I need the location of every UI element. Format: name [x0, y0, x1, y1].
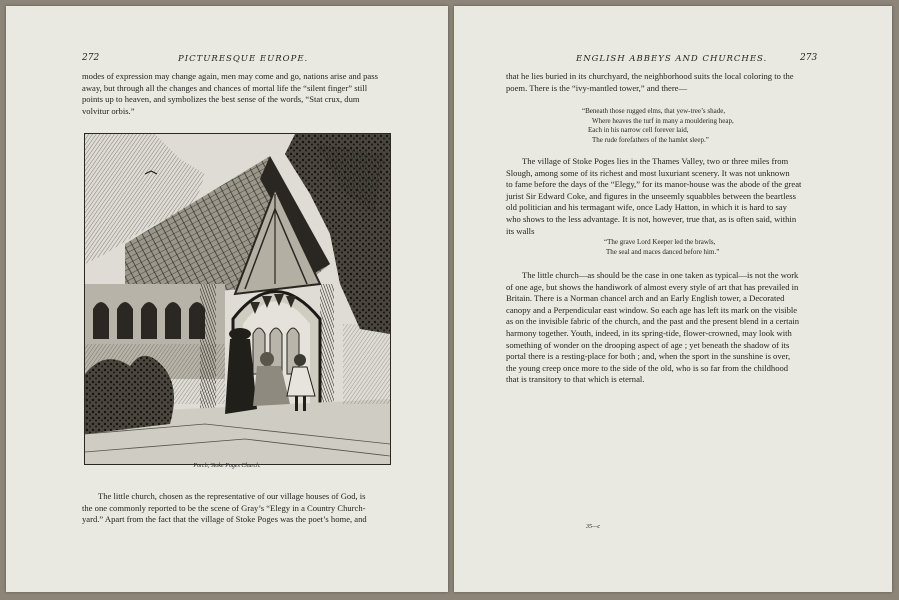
text-line: points up to heaven, and symbolizes the best sense of the words, “Stat crux, dum [82, 94, 360, 105]
text-line: as on the invisible fabric of the church, and the past and the present blend in a certain [506, 316, 800, 327]
engraving-illustration [84, 133, 391, 465]
running-head: ENGLISH ABBEYS AND CHURCHES. [576, 54, 768, 64]
text-line: volvitur orbis.” [82, 105, 135, 116]
intro-paragraph [506, 71, 816, 94]
text-line: canopy and a Perpendicular east window. So each age has left its mark on the visible [506, 304, 798, 315]
illustration-caption: Porch, Stoke Poges Church. [193, 463, 261, 469]
bottom-paragraph [82, 491, 390, 526]
signature-mark: 35—c [586, 524, 600, 530]
page-number: 273 [800, 53, 818, 63]
text-line: the one commonly reported to be the scene of Gray’s “Elegy in a Country Church- [82, 502, 366, 513]
text-line: that is transitory to that which is eternal. [506, 374, 645, 385]
right-page [454, 6, 892, 592]
verse-line: The seal and maces danced before him.” [606, 247, 720, 256]
running-head: PICTURESQUE EUROPE. [178, 54, 309, 64]
text-line: The little church, chosen as the representative of our village houses of God, is [98, 491, 366, 501]
top-paragraph [82, 71, 390, 117]
text-line: portal there is a resting-place for both ; and, when the sport in the sunshine is over, [506, 351, 791, 362]
left-page [6, 6, 448, 592]
text-line: that he lies buried in its churchyard, the neighborhood suits the local coloring to the [506, 71, 794, 81]
verse-line: The rude forefathers of the hamlet sleep.” [592, 135, 709, 144]
text-line: jurist Sir Edward Coke, and figures in the unseemly squabbles between the beartless [506, 190, 796, 201]
church-porch-engraving [85, 134, 390, 464]
paragraph-3 [506, 270, 816, 386]
text-line: yard.” Apart from the fact that the village of Stoke Poges was the poet’s home, and [82, 514, 367, 525]
text-line: Slough, among some of its richest and most luxuriant scenery. It was not unknown [506, 167, 790, 178]
text-line: The little church—as should be the case in one taken as typical—is not the work [522, 270, 799, 280]
text-line: modes of expression may change again, men may come and go, nations arise and pass [82, 71, 378, 81]
text-line: old politician and his termagant wife, once Lady Hatton, in which it is hard to say [506, 202, 787, 213]
text-line: its walls [506, 225, 535, 236]
verse-line: “Beneath those rugged elms, that yew-tree’s shade, [582, 107, 726, 115]
verse-line: “The grave Lord Keeper led the brawls, [604, 238, 716, 246]
text-line: away, but through all the changes and chances of mortal life the “silent finger” still [82, 82, 368, 93]
text-line: who shows to the less advantage. It is not, however, true that, as is often said, within [506, 213, 797, 224]
text-line: something of wonder on the drooping aspect of age ; yet beneath the shadow of its [506, 339, 790, 350]
text-line: the young creep once more to the side of the old, who is so far from the childhood [506, 362, 789, 373]
verse-quote-2 [604, 238, 719, 257]
text-line: to fame before the days of the “Elegy,” for its manor-house was the abode of the great [506, 179, 802, 190]
text-line: Britain. There is a Norman chancel arch and an Early English tower, a Decorated [506, 293, 785, 304]
verse-line: Each in his narrow cell forever laid, [588, 126, 689, 135]
text-line: poem. There is the “ivy-mantled tower,” and there— [506, 82, 688, 93]
verse-line: Where heaves the turf in many a mouldering heap, [592, 116, 734, 125]
verse-quote-1 [582, 107, 734, 145]
text-line: of one age, but shows the handiwork of almost every style of art that has prevailed in [506, 281, 799, 292]
text-line: harmony together. Youth, indeed, in its spring-tide, flower-crowned, may look with [506, 327, 792, 338]
page-number: 272 [82, 53, 100, 63]
text-line: The village of Stoke Poges lies in the Thames Valley, two or three miles from [522, 156, 789, 166]
paragraph-2 [506, 156, 816, 237]
